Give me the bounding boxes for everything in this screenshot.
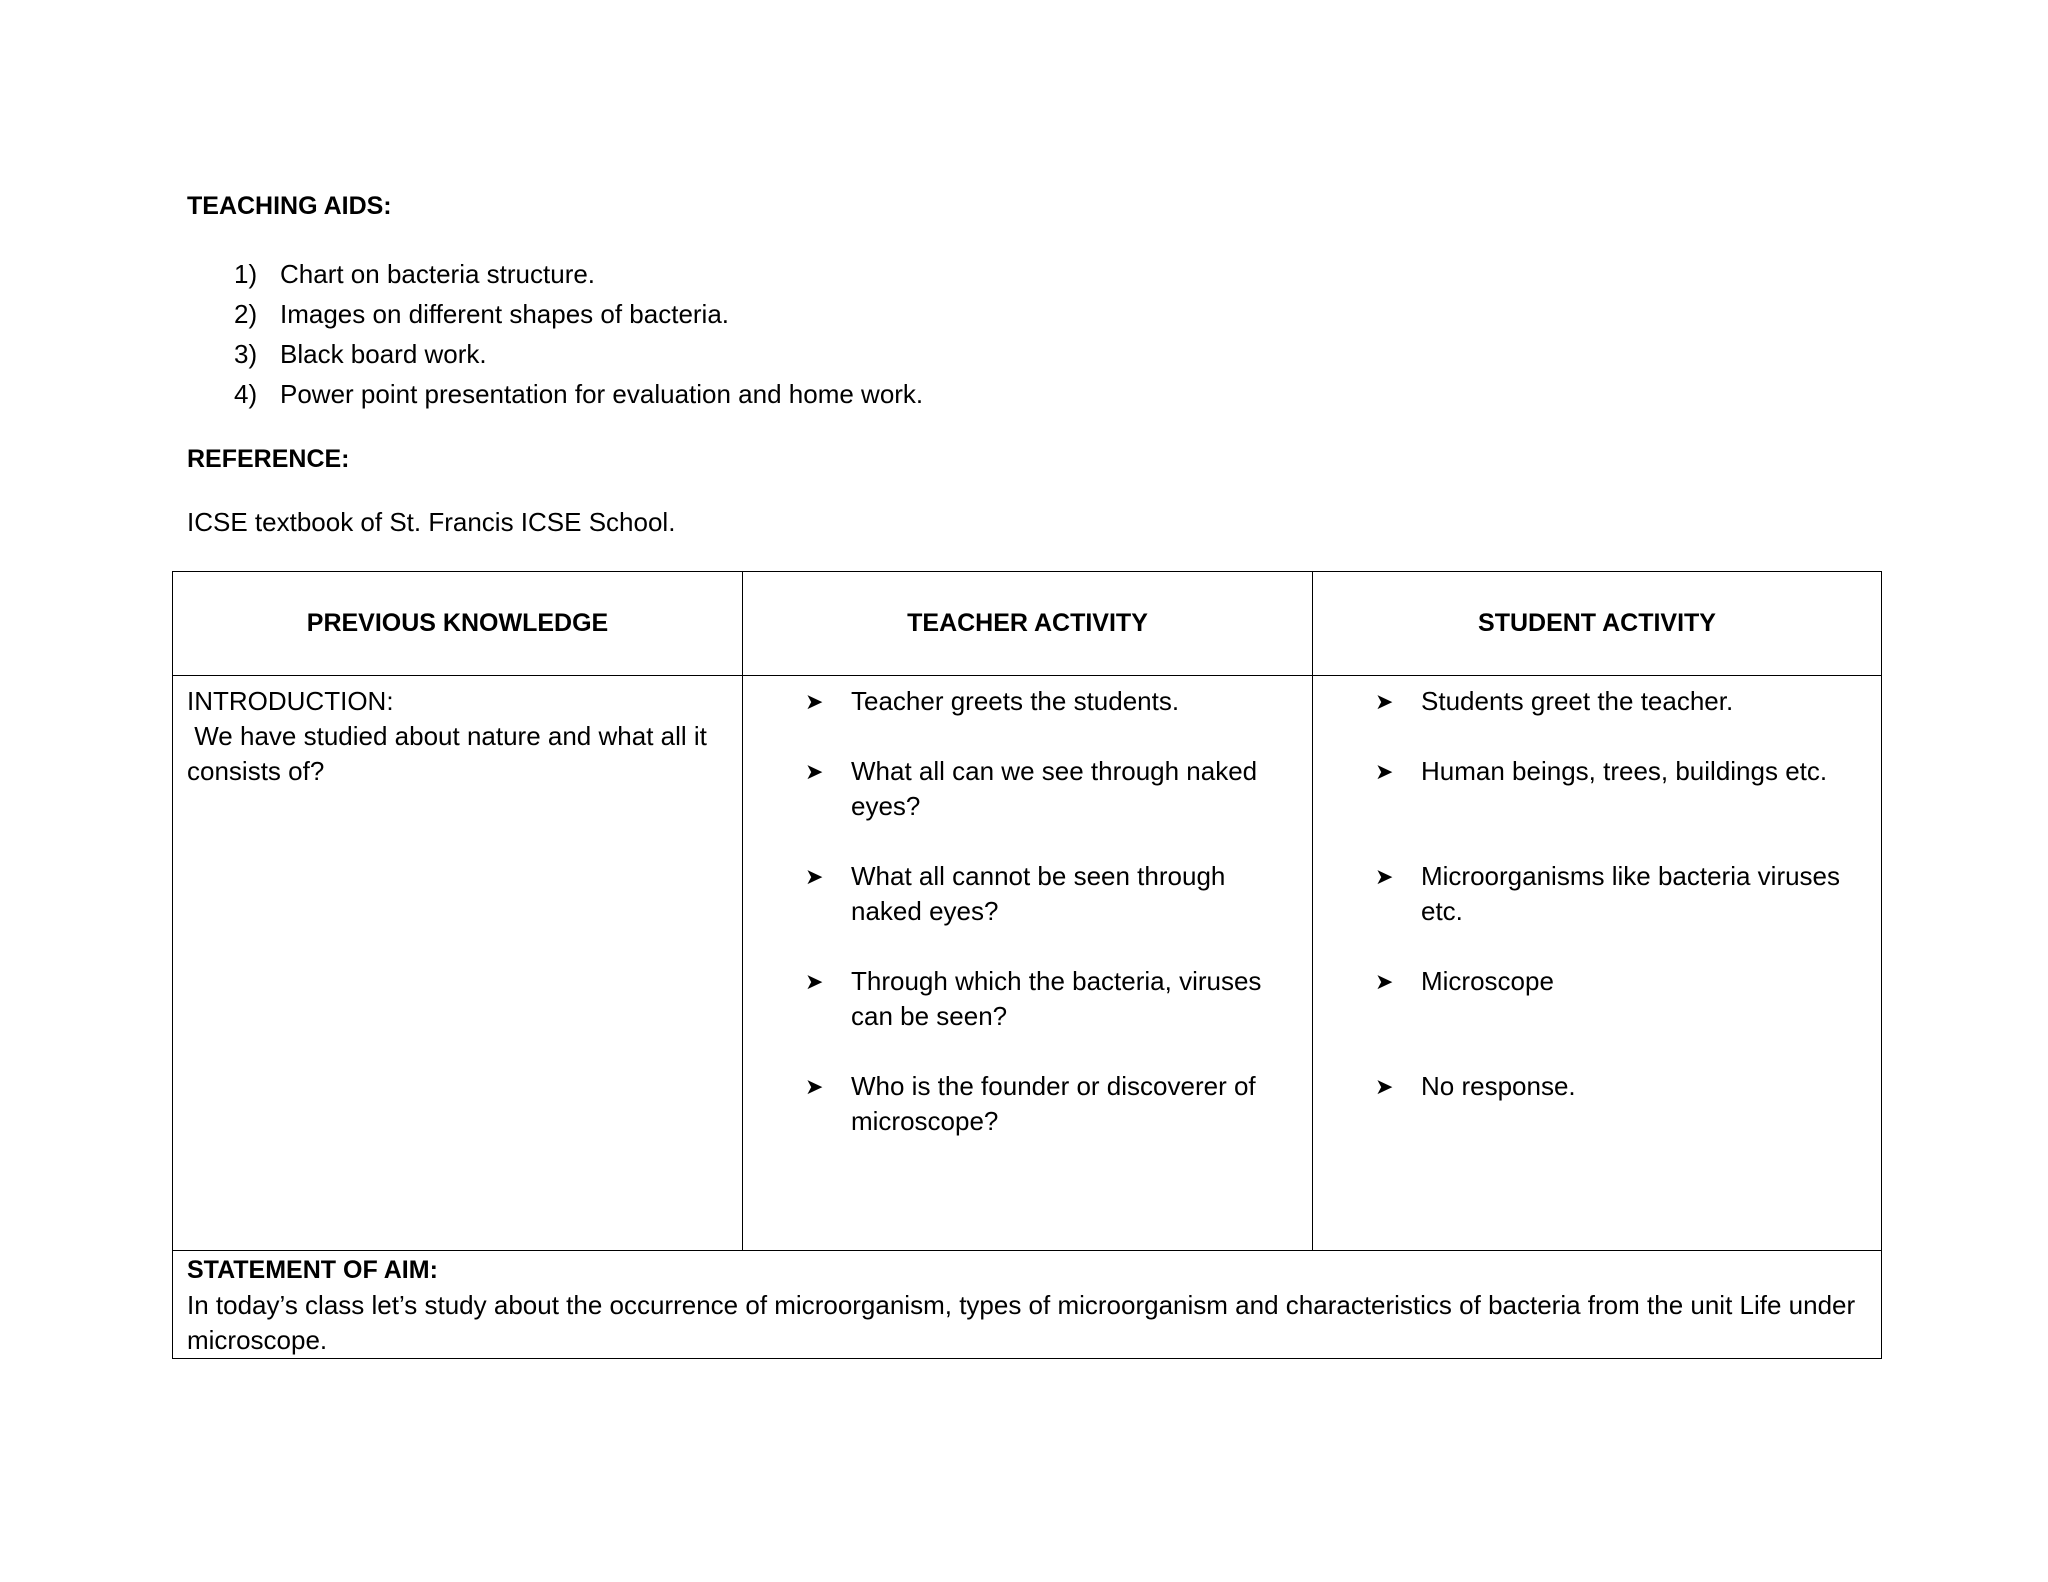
arrow-bullet-icon: ➤ [1375,1074,1394,1099]
teacher-activity-text: Through which the bacteria, viruses can be seen? [851,966,1262,1031]
statement-of-aim-text: In today’s class let’s study about the occurrence of microorganism, types of microorganism and characteristics of bacteria from the unit Life under microscope. [187,1290,1856,1355]
list-item [187,374,923,414]
list-item [1313,964,1881,999]
lesson-plan-table [172,571,1882,1359]
reference-heading: REFERENCE: [187,445,350,473]
statement-of-aim-row [173,1251,1882,1359]
teacher-activity-cell [743,676,1313,1251]
list-item [187,334,923,374]
list-item [1313,754,1881,789]
introduction-text: We have studied about nature and what all it consists of? [187,721,715,786]
column-header-teacher-activity: TEACHER ACTIVITY [743,572,1313,676]
list-number: 2) [234,299,258,329]
teaching-aids-list [187,254,923,414]
list-item [187,254,923,294]
student-activity-text: Microorganisms like bacteria viruses etc. [1421,861,1841,926]
teacher-activity-text: Teacher greets the students. [851,686,1180,716]
student-activity-list [1313,676,1881,1104]
statement-of-aim-title: STATEMENT OF AIM: [187,1256,438,1284]
arrow-bullet-icon: ➤ [805,969,824,994]
teacher-activity-list [743,676,1312,1139]
column-header-student-activity: STUDENT ACTIVITY [1313,572,1882,676]
list-item [1313,1069,1881,1104]
teacher-activity-text: Who is the founder or discoverer of microscope? [851,1071,1256,1136]
list-item [187,294,923,334]
teacher-activity-text: What all can we see through naked eyes? [851,756,1258,821]
previous-knowledge-cell [173,676,743,1251]
arrow-bullet-icon: ➤ [805,759,824,784]
student-activity-text: Students greet the teacher. [1421,686,1734,716]
list-item-text: Black board work. [280,339,487,369]
reference-text: ICSE textbook of St. Francis ICSE School. [187,507,676,537]
table-row [173,676,1882,1251]
list-item [743,859,1312,929]
student-activity-text: Human beings, trees, buildings etc. [1421,756,1828,786]
arrow-bullet-icon: ➤ [1375,864,1394,889]
list-item [743,1069,1312,1139]
table-header-row [173,572,1882,676]
list-item-text: Images on different shapes of bacteria. [280,299,730,329]
list-item-text: Chart on bacteria structure. [280,259,596,289]
list-number: 1) [234,259,258,289]
list-item-text: Power point presentation for evaluation and home work. [280,379,924,409]
arrow-bullet-icon: ➤ [805,1074,824,1099]
list-item [743,684,1312,719]
student-activity-text: No response. [1421,1071,1576,1101]
student-activity-text: Microscope [1421,966,1554,996]
introduction-title: INTRODUCTION: [187,686,394,716]
statement-of-aim-cell [173,1251,1882,1359]
arrow-bullet-icon: ➤ [805,864,824,889]
list-item [743,754,1312,824]
list-number: 4) [234,379,258,409]
arrow-bullet-icon: ➤ [1375,759,1394,784]
student-activity-cell [1313,676,1882,1251]
teaching-aids-heading: TEACHING AIDS: [187,192,392,220]
list-number: 3) [234,339,258,369]
column-header-previous-knowledge: PREVIOUS KNOWLEDGE [173,572,743,676]
arrow-bullet-icon: ➤ [805,689,824,714]
list-item [743,964,1312,1034]
arrow-bullet-icon: ➤ [1375,969,1394,994]
list-item [1313,859,1881,929]
teacher-activity-text: What all cannot be seen through naked eyes? [851,861,1226,926]
list-item [1313,684,1881,719]
arrow-bullet-icon: ➤ [1375,689,1394,714]
